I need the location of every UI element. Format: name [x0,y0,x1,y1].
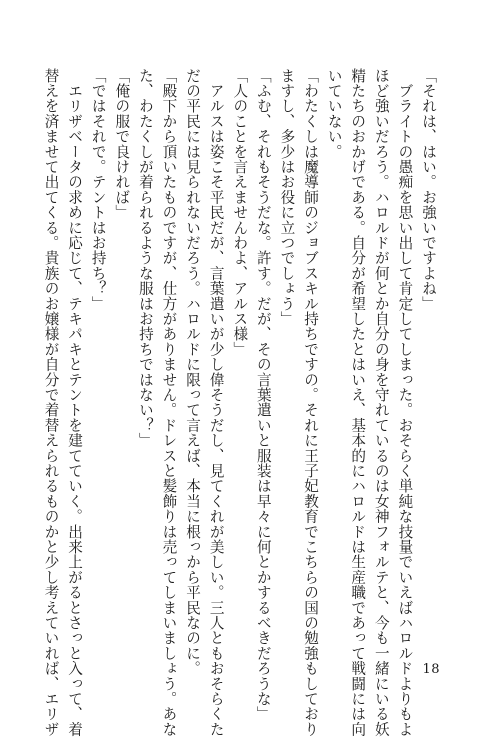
text-line: 「ふむ、それもそうだな。許す。だが、その言葉遣いと服装は早々に何とかするべきだろうな」 [254,68,272,722]
text-line: アルスは姿こそ平民だが、言葉遣いが少し偉そうだし、見てくれが美しい。三人ともおそらくた [207,68,225,737]
text-line: 「人のことを言えませんわよ、アルス様」 [231,68,249,357]
text-line: 精たちのおかげである。自分が希望したとはいえ、基本的にハロルドは生産職であって戦闘には向 [349,68,367,737]
text-line: ほど強いだろう。ハロルドが何とか自分の身を守れているのは女神フォルテと、今も一緒にいる妖 [372,68,390,737]
text-line: だの平民には見られないだろう。ハロルドに限って言えば、本当に根っから平民なのに。 [184,68,202,676]
text-line: 「殿下から頂いたものですが、仕方がありません。ドレスと髪飾りは売ってしまいましょう。あな [160,68,178,737]
text-line: 「それは、はい。お強いですよね」 [420,68,437,312]
page-number: 18 [422,662,440,677]
text-line: 「俺の服で良ければ」 [113,68,131,220]
text-line: 替えを済ませて出てくる。貴族のお嬢様が自分で着替えられるものかと少し考えていれば、エリザ [42,68,60,737]
text-line: ブライトの愚痴を思い出して肯定してしまった。おそらく単純な技量でいえばハロルドよりもよ [396,68,414,737]
text-line: ますし、多少はお役に立つでしょう」 [278,68,296,327]
text-line: 「ではそれで。テントはお持ち？」 [89,68,107,312]
text-line: た、わたくしが着られるような服はお持ちではない？」 [136,68,154,448]
text-line: いていない。 [325,68,343,160]
text-line: エリザベータの求めに応じて、テキパキとテントを建てていく。出来上がるとさっと入って、着 [66,68,84,737]
text-line: 「わたくしは魔導師のジョブスキル持ちですの。それに王子妃教育でこちらの国の勉強もしており [302,68,320,737]
